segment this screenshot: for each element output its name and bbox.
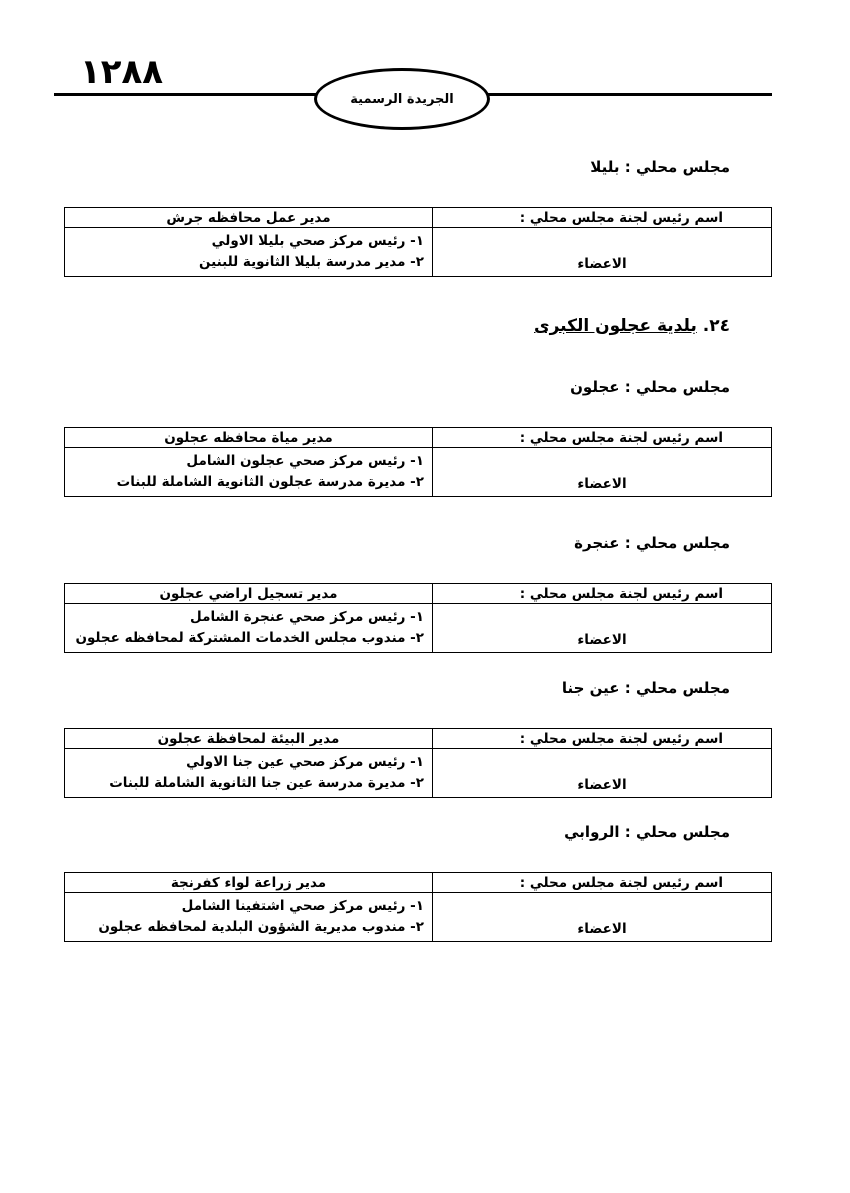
members-label: الاعضاء xyxy=(433,228,772,277)
chair-label: اسم رئيس لجنة مجلس محلي : xyxy=(433,584,772,604)
members-label: الاعضاء xyxy=(433,448,772,497)
members-list xyxy=(65,749,433,798)
section-title-text: بلدية عجلون الكبرى xyxy=(534,316,697,336)
council-heading: مجلس محلي : عنجرة xyxy=(574,534,730,552)
member-item: ١- رئيس مركز صحي اشتفينا الشامل xyxy=(181,898,424,914)
members-label: الاعضاء xyxy=(433,604,772,653)
chair-label: اسم رئيس لجنة مجلس محلي : xyxy=(433,208,772,228)
council-heading: مجلس محلي : الروابي xyxy=(564,823,730,841)
chair-label: اسم رئيس لجنة مجلس محلي : xyxy=(433,873,772,893)
chair-value: مدير عمل محافظه جرش xyxy=(65,208,433,228)
member-item: ١- رئيس مركز صحي عنجرة الشامل xyxy=(190,609,424,625)
members-label: الاعضاء xyxy=(433,893,772,942)
members-list xyxy=(65,604,433,653)
council-heading: مجلس محلي : عجلون xyxy=(570,378,730,396)
council-table xyxy=(64,872,772,942)
page-number: ١٢٨٨ xyxy=(80,52,164,92)
member-item: ٢- مديرة مدرسة عين جنا الثانوية الشاملة للبنات xyxy=(109,775,424,791)
council-table xyxy=(64,583,772,653)
chair-label: اسم رئيس لجنة مجلس محلي : xyxy=(433,428,772,448)
members-label: الاعضاء xyxy=(433,749,772,798)
chair-label: اسم رئيس لجنة مجلس محلي : xyxy=(433,729,772,749)
member-item: ٢- مدير مدرسة بليلا الثانوية للبنين xyxy=(198,254,424,270)
members-list xyxy=(65,228,433,277)
member-item: ١- رئيس مركز صحي عجلون الشامل xyxy=(186,453,424,469)
member-item: ٢- مديرة مدرسة عجلون الثانوية الشاملة للبنات xyxy=(116,474,424,490)
member-item: ١- رئيس مركز صحي عين جنا الاولي xyxy=(186,754,424,770)
chair-value: مدير تسجيل اراضي عجلون xyxy=(65,584,433,604)
section-title xyxy=(534,316,730,336)
chair-value: مدير زراعة لواء كفرنجة xyxy=(65,873,433,893)
chair-value: مدير مياة محافظه عجلون xyxy=(65,428,433,448)
publication-oval xyxy=(314,68,490,130)
member-item: ٢- مندوب مديرية الشؤون البلدية لمحافظه عجلون xyxy=(98,919,424,935)
chair-value: مدير البيئة لمحافظة عجلون xyxy=(65,729,433,749)
council-table xyxy=(64,728,772,798)
council-table xyxy=(64,207,772,277)
members-list xyxy=(65,448,433,497)
members-list xyxy=(65,893,433,942)
council-heading: مجلس محلي : بليلا xyxy=(590,158,730,176)
council-heading: مجلس محلي : عين جنا xyxy=(561,679,730,697)
member-item: ٢- مندوب مجلس الخدمات المشتركة لمحافظه عجلون xyxy=(75,630,424,646)
section-number: ٢٤. xyxy=(702,316,730,336)
member-item: ١- رئيس مركز صحي بليلا الاولي xyxy=(211,233,424,249)
council-table xyxy=(64,427,772,497)
publication-title: الجريدة الرسمية xyxy=(350,91,454,107)
